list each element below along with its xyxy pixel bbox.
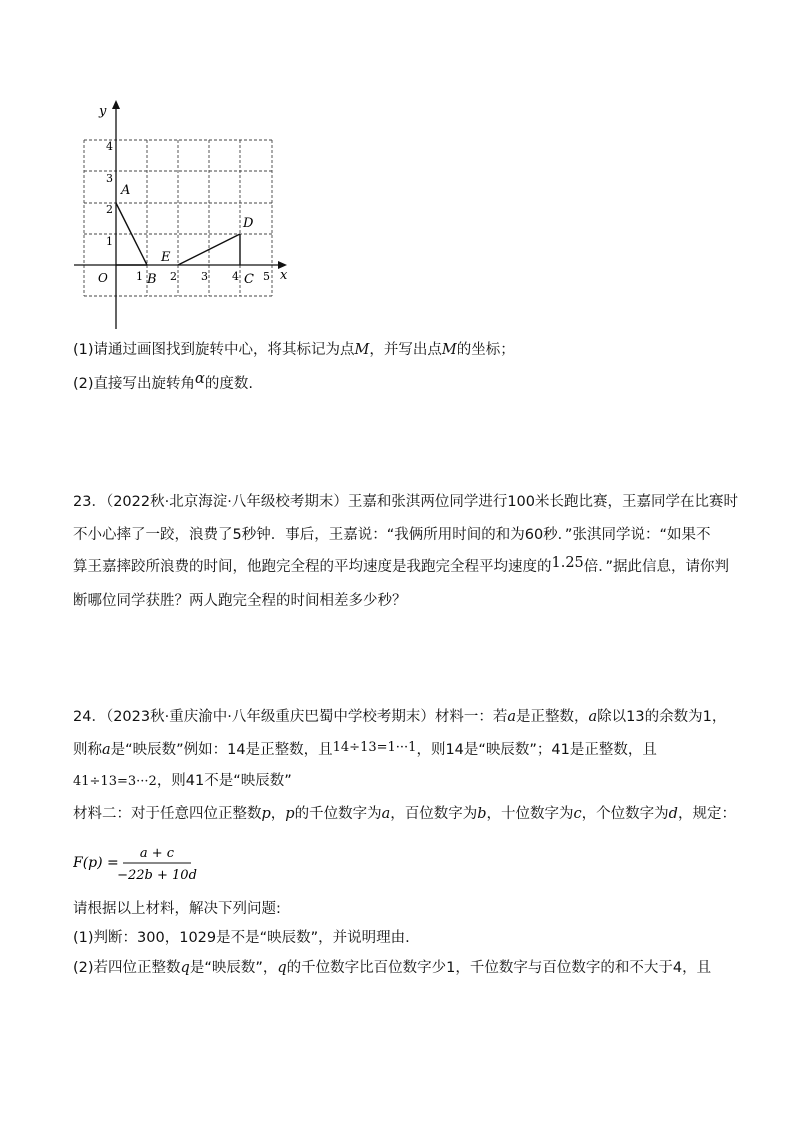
- y-tick-3: 3: [106, 172, 113, 185]
- point-C-label: C: [244, 272, 254, 287]
- q24-line-4: 材料二：对于任意四位正整数p，p的千位数字为a，百位数字为b，十位数字为c，个位数字为d，规定：: [73, 806, 736, 822]
- y-axis-arrow: [112, 100, 120, 109]
- formula-denominator: −22b + 10d: [117, 868, 197, 883]
- x-tick-5: 5: [263, 270, 270, 283]
- formula-numerator: a + c: [139, 846, 175, 861]
- point-A-label: A: [121, 183, 131, 198]
- q23-line-4: 断哪位同学获胜？两人跑完全程的时间相差多少秒？: [73, 593, 407, 609]
- q22-part2: (2)直接写出旋转角α的度数.: [73, 371, 253, 392]
- q23-line-3: 算王嘉摔跤所浪费的时间，他跑完全程的平均速度是我跑完全程平均速度的1.25倍．”据此信息，请你判: [73, 555, 730, 575]
- x-tick-2: 2: [170, 270, 177, 283]
- axis-y-label: y: [99, 104, 107, 119]
- y-tick-1: 1: [106, 235, 113, 248]
- point-B-label: B: [147, 272, 157, 287]
- point-E-label: E: [161, 250, 171, 265]
- q23-line-2: 不小心摔了一跤，浪费了5秒钟．事后，王嘉说：“我俩所用时间的和为60秒．”张淇同学说：“如果不: [73, 527, 711, 543]
- coordinate-figure: [0, 95, 320, 335]
- y-tick-4: 4: [106, 140, 113, 153]
- x-tick-1: 1: [136, 270, 143, 283]
- point-D-label: D: [243, 216, 254, 231]
- q24-line-5: 请根据以上材料，解决下列问题:: [73, 901, 281, 917]
- q24-line-2: 则称a是“映辰数”例如：14是正整数，且14÷13=1···1，则14是“映辰数”；41是正整数，且: [73, 740, 657, 758]
- x-tick-4: 4: [232, 270, 239, 283]
- origin-label: O: [98, 271, 108, 285]
- q22-part1: (1)请通过画图找到旋转中心，将其标记为点M，并写出点M的坐标；: [73, 342, 515, 358]
- axis-x-label: x: [280, 268, 288, 283]
- formula-F-of-p: [73, 840, 233, 884]
- q24-line-7: (2)若四位正整数q是“映辰数”，q的千位数字比百位数字少1，千位数字与百位数字的和不大于4，且: [73, 960, 712, 976]
- q23-line-1: 23．（2022秋·北京海淀·八年级校考期末）王嘉和张淇两位同学进行100米长跑比赛，王嘉同学在比赛时: [73, 494, 738, 510]
- q24-line-1: 24．（2023秋·重庆渝中·八年级重庆巴蜀中学校考期末）材料一：若a是正整数，a除以13的余数为1，: [73, 709, 727, 725]
- y-tick-2: 2: [106, 203, 113, 216]
- formula-lhs: F(p) =: [73, 855, 119, 871]
- q24-line-3: 41÷13=3···2，则41不是“映辰数”: [73, 773, 292, 789]
- x-tick-3: 3: [201, 270, 208, 283]
- q24-line-6: (1)判断：300，1029是不是“映辰数”，并说明理由.: [73, 930, 410, 946]
